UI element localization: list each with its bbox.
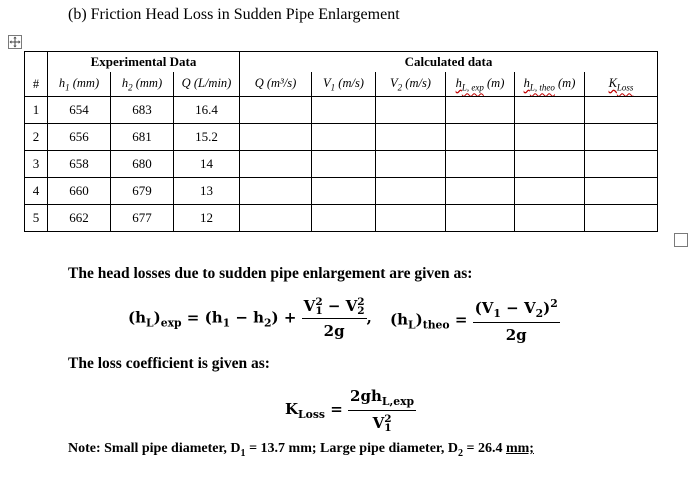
empty-calculated-cell[interactable] [240, 151, 312, 178]
index-header-top [25, 52, 48, 73]
index-header: # [25, 72, 48, 97]
cell-h2: 681 [111, 124, 174, 151]
empty-calculated-cell[interactable] [585, 124, 658, 151]
head-loss-intro: The head losses due to sudden pipe enlargement are given as: [68, 265, 473, 282]
empty-calculated-cell[interactable] [376, 178, 446, 205]
calculated-column-header-0: Q (m³/s) [240, 72, 312, 97]
empty-calculated-cell[interactable] [376, 205, 446, 232]
data-table [24, 51, 658, 232]
cell-index: 1 [25, 97, 48, 124]
cell-h1: 662 [48, 205, 111, 232]
empty-calculated-cell[interactable] [376, 124, 446, 151]
experimental-group-header: Experimental Data [48, 52, 240, 73]
cell-h2: 679 [111, 178, 174, 205]
table-row [25, 205, 658, 232]
empty-calculated-cell[interactable] [446, 151, 515, 178]
empty-calculated-cell[interactable] [240, 124, 312, 151]
calculated-column-header-3: $h_{L, exp}$ (m) [446, 72, 515, 97]
calculated-column-header-5: $K_{Loss}$ [585, 72, 658, 97]
empty-calculated-cell[interactable] [312, 151, 376, 178]
pipe-diameter-note: Note: Small pipe diameter, $D_1 = 13.7$ mm; Large pipe diameter, $D_2 = 26.4$ mm; [68, 441, 534, 459]
table-row [25, 178, 658, 205]
empty-calculated-cell[interactable] [240, 97, 312, 124]
empty-calculated-cell[interactable] [515, 151, 585, 178]
empty-calculated-cell[interactable] [515, 124, 585, 151]
cell-q: 16.4 [174, 97, 240, 124]
empty-calculated-cell[interactable] [585, 151, 658, 178]
calculated-column-header-1: $V_1$ (m/s) [312, 72, 376, 97]
cell-index: 4 [25, 178, 48, 205]
table-row [25, 151, 658, 178]
calculated-group-header: Calculated data [240, 52, 658, 73]
loss-coefficient-intro: The loss coefficient is given as: [68, 355, 270, 372]
cell-q: 12 [174, 205, 240, 232]
table-row [25, 97, 658, 124]
experimental-column-header-1: $h_2$ (mm) [111, 72, 174, 97]
cell-q: 13 [174, 178, 240, 205]
cell-h2: 683 [111, 97, 174, 124]
calculated-column-header-2: $V_2$ (m/s) [376, 72, 446, 97]
empty-calculated-cell[interactable] [446, 205, 515, 232]
table-body [25, 97, 658, 232]
cell-h1: 654 [48, 97, 111, 124]
experimental-column-header-2: Q (L/min) [174, 72, 240, 97]
empty-calculated-cell[interactable] [585, 178, 658, 205]
empty-calculated-cell[interactable] [515, 178, 585, 205]
cell-q: 14 [174, 151, 240, 178]
calculated-column-header-4: $h_{L, theo}$ (m) [515, 72, 585, 97]
empty-calculated-cell[interactable] [312, 178, 376, 205]
cell-q: 15.2 [174, 124, 240, 151]
empty-calculated-cell[interactable] [446, 97, 515, 124]
empty-calculated-cell[interactable] [312, 124, 376, 151]
cell-index: 2 [25, 124, 48, 151]
cell-h2: 677 [111, 205, 174, 232]
exp-head-loss-equation: $(h_L)_{exp} = (h_1 - h_2)$ + V 2 1 − V 2 2 2g , [128, 295, 372, 341]
table-row [25, 124, 658, 151]
empty-calculated-cell[interactable] [312, 97, 376, 124]
empty-calculated-cell[interactable] [515, 205, 585, 232]
cell-index: 5 [25, 205, 48, 232]
cell-h1: 656 [48, 124, 111, 151]
experimental-column-header-0: $h_1$ (mm) [48, 72, 111, 97]
empty-calculated-cell[interactable] [446, 124, 515, 151]
empty-calculated-cell[interactable] [240, 178, 312, 205]
cell-h1: 658 [48, 151, 111, 178]
cell-h1: 660 [48, 178, 111, 205]
cell-h2: 680 [111, 151, 174, 178]
empty-calculated-cell[interactable] [585, 205, 658, 232]
table-move-handle-icon[interactable] [8, 35, 22, 49]
empty-calculated-cell[interactable] [515, 97, 585, 124]
empty-calculated-cell[interactable] [312, 205, 376, 232]
empty-calculated-cell[interactable] [446, 178, 515, 205]
loss-coefficient-equation: $K_{Loss}$ = $2gh_{L,exp}$ V 2 1 [285, 387, 415, 434]
empty-calculated-cell[interactable] [376, 151, 446, 178]
empty-calculated-cell[interactable] [376, 97, 446, 124]
empty-calculated-cell[interactable] [585, 97, 658, 124]
empty-calculated-cell[interactable] [240, 205, 312, 232]
table-resize-handle[interactable] [674, 233, 688, 247]
section-title: (b) Friction Head Loss in Sudden Pipe Enlargement [68, 6, 400, 23]
cell-index: 3 [25, 151, 48, 178]
theo-head-loss-equation: $(h_L)_{theo}$ = $\frac{(V_1 - V_2)^2}{2g}$ [390, 297, 558, 344]
